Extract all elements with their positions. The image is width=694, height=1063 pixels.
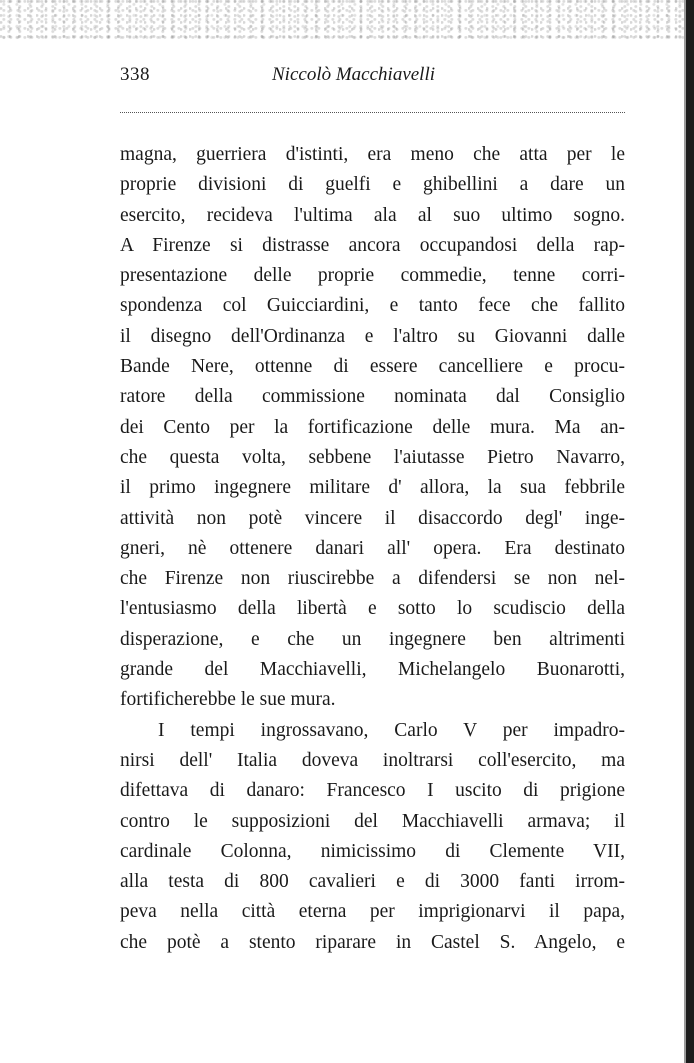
text-line: difettava di danaro: Francesco I uscito di prigione [120,780,625,802]
text-line: grande del Macchiavelli, Michelangelo Buonarotti, [120,659,625,681]
text-line: dei Cento per la fortificazione delle mura. Ma an- [120,416,625,438]
text-line: proprie divisioni di guelfi e ghibellini a dare un [120,174,625,196]
text-line: che potè a stento riparare in Castel S. Angelo, e [120,931,625,953]
text-line: peva nella città eterna per imprigionarvi il papa, [120,901,625,923]
text-line: fortificherebbe le sue mura. [120,689,336,711]
scan-noise [0,0,694,40]
page-number: 338 [120,64,150,85]
page-header [120,64,625,94]
text-line: il disegno dell'Ordinanza e l'altro su Giovanni dalle [120,325,625,347]
text-line: presentazione delle proprie commedie, tenne corri- [120,265,625,287]
page-edge [686,0,694,1063]
text-line: alla testa di 800 cavalieri e di 3000 fanti irrom- [120,871,625,893]
text-line: l'entusiasmo della libertà e sotto lo scudiscio della [120,598,625,620]
text-line: esercito, recideva l'ultima ala al suo ultimo sogno. [120,204,625,226]
text-line: che Firenze non riuscirebbe a difendersi se non nel- [120,568,625,590]
text-line: il primo ingegnere militare d' allora, la sua febbrile [120,477,625,499]
text-line: ratore della commissione nominata dal Consiglio [120,386,625,408]
header-rule [120,112,625,113]
text-line: magna, guerriera d'istinti, era meno che atta per le [120,144,625,165]
text-line: che questa volta, sebbene l'aiutasse Pietro Navarro, [120,446,625,468]
text-line: spondenza col Guicciardini, e tanto fece che fallito [120,295,625,317]
text-line: gneri, nè ottenere danari all' opera. Era destinato [120,537,625,559]
text-line: Bande Nere, ottenne di essere cancelliere e procu- [120,356,625,378]
body-text [120,140,625,958]
text-line: I tempi ingrossavano, Carlo V per impadro- [158,719,625,741]
running-head: Niccolò Macchiavelli [272,64,436,85]
text-line: nirsi dell' Italia doveva inoltrarsi coll'esercito, ma [120,749,625,771]
text-line: attività non potè vincere il disaccordo degl' inge- [120,507,625,529]
text-line: cardinale Colonna, nimicissimo di Clemente VII, [120,840,625,862]
text-line: disperazione, e che un ingegnere ben altrimenti [120,628,625,650]
text-line: contro le supposizioni del Macchiavelli armava; il [120,810,625,832]
text-line: A Firenze si distrasse ancora occupandosi della rap- [120,234,625,256]
